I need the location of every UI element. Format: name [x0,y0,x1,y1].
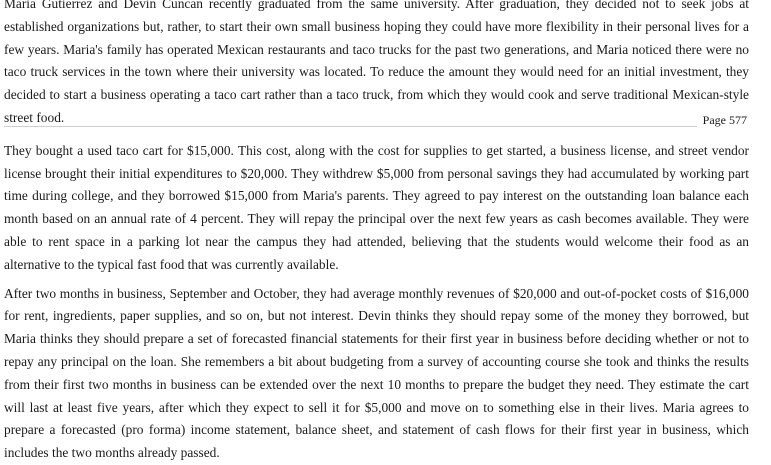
paragraph-operations: After two months in business, September and October, they had average monthly revenues of $20,000 and out-of-pocket costs of $16,000 for rent, ingredients, paper supplies, and so on, but not interest. Devin thinks they should repay some of the money they borrowed, but Maria thinks they should prepare a set of forecasted financial statements for their first year in business before deciding whether or not to repay any principal on the loan. She remembers a bit about budgeting from a survey of accounting course she took and thinks the results from their first two months in business can be extended over the next 10 months to prepare the budget they need. They estimate the cart will last at least five years, after which they expect to sell it for $5,000 and move on to something else in their lives. Maria agrees to prepare a forecasted (pro forma) income statement, balance sheet, and statement of cash flows for their first year in business, which includes the two months already passed. [4,285,749,461]
paragraph-intro: Maria Gutierrez and Devin Cuncan recently graduated from the same university. After graduation, they decided not to seek jobs at established organizations but, rather, to start their own small business hoping they could have more flexibility in their personal lives for a few years. Maria's family has operated Mexican restaurants and taco trucks for the past two generations, and Maria noticed there were no taco truck services in the town where their university was located. To reduce the amount they would need for an initial investment, they decided to start a business operating a taco cart rather than a taco truck, from which they would cook and serve traditional Mexican-style street food. [4,0,749,125]
document-page [4,0,749,465]
page-number-label: Page 577 [697,112,749,130]
page-break [4,114,749,127]
paragraph-purchase: They bought a used taco cart for $15,000. This cost, along with the cost for supplies to get started, a business license, and street vendor license brought their initial expenditures to $20,000. They withdrew $5,000 from personal savings they had accumulated by working part time during college, and they borrowed $15,000 from Maria's parents. They agreed to pay interest on the outstanding loan balance each month based on an annual rate of 4 percent. They will repay the principal over the next few years as cash becomes available. They were able to rent space in a parking lot near the campus they had attended, believing that the students would welcome their food as an alternative to the typical fast food that was currently available. [4,142,749,272]
